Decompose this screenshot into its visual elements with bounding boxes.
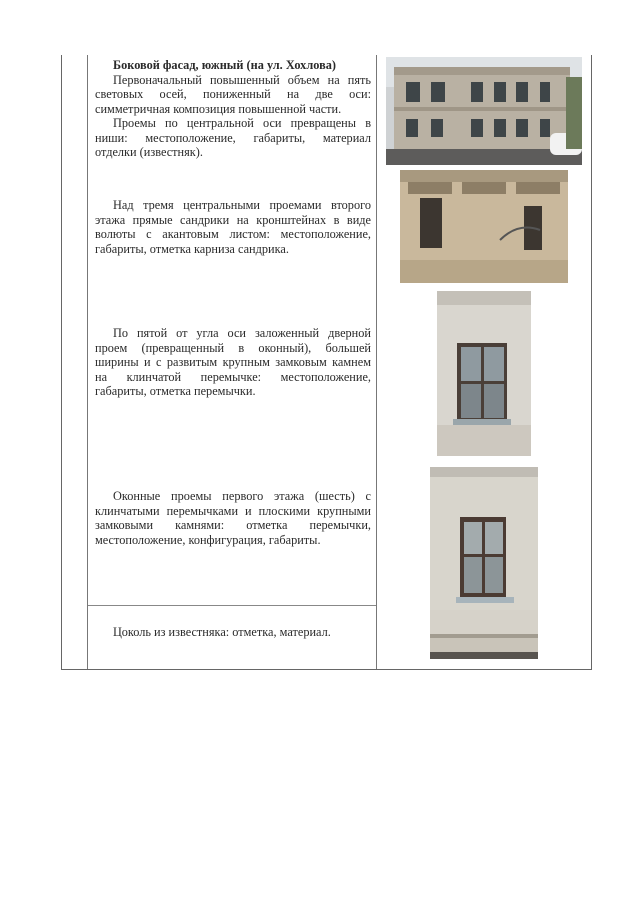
section-title: Боковой фасад, южный (на ул. Хохлова) <box>113 58 336 72</box>
paragraph: Проемы по центральной оси превращены в ниши: местоположение, габариты, материал отделки (известняк). <box>95 116 371 159</box>
table-column-divider <box>376 55 377 669</box>
row-3-text <box>95 326 371 399</box>
window-pediments-photo <box>400 170 568 283</box>
paragraph: Первоначальный повышенный объем на пять световых осей, пониженный на две оси: симметричная композиция повышенной части. <box>95 72 371 116</box>
limestone-plinth-photo <box>430 610 538 659</box>
row-5-text <box>95 625 371 640</box>
paragraph: Над тремя центральными проемами второго этажа прямые сандрики на кронштейнах в виде волюты с акантовым листом: местоположение, габариты, отметка карниза сандрика. <box>95 198 371 256</box>
ground-floor-window-photo <box>430 467 538 610</box>
row-1-text <box>95 58 371 160</box>
bricked-doorway-photo <box>437 291 531 456</box>
paragraph: Оконные проемы первого этажа (шесть) с клинчатыми перемычками и плоскими крупными замковыми камнями: отметка перемычки, местоположение, конфигурация, габариты. <box>95 489 371 547</box>
paragraph: Цоколь из известняка: отметка, материал. <box>113 625 331 639</box>
row-4-text <box>95 489 371 547</box>
facade-photo <box>386 57 582 165</box>
paragraph: По пятой от угла оси заложенный дверной проем (превращенный в оконный), большей ширины и с развитым крупным замковым камнем на клинчатой перемычке: местоположение, габариты, отметка перемычки. <box>95 326 371 398</box>
table-column-divider <box>87 55 88 669</box>
row-2-text <box>95 198 371 256</box>
row-divider <box>88 605 376 606</box>
